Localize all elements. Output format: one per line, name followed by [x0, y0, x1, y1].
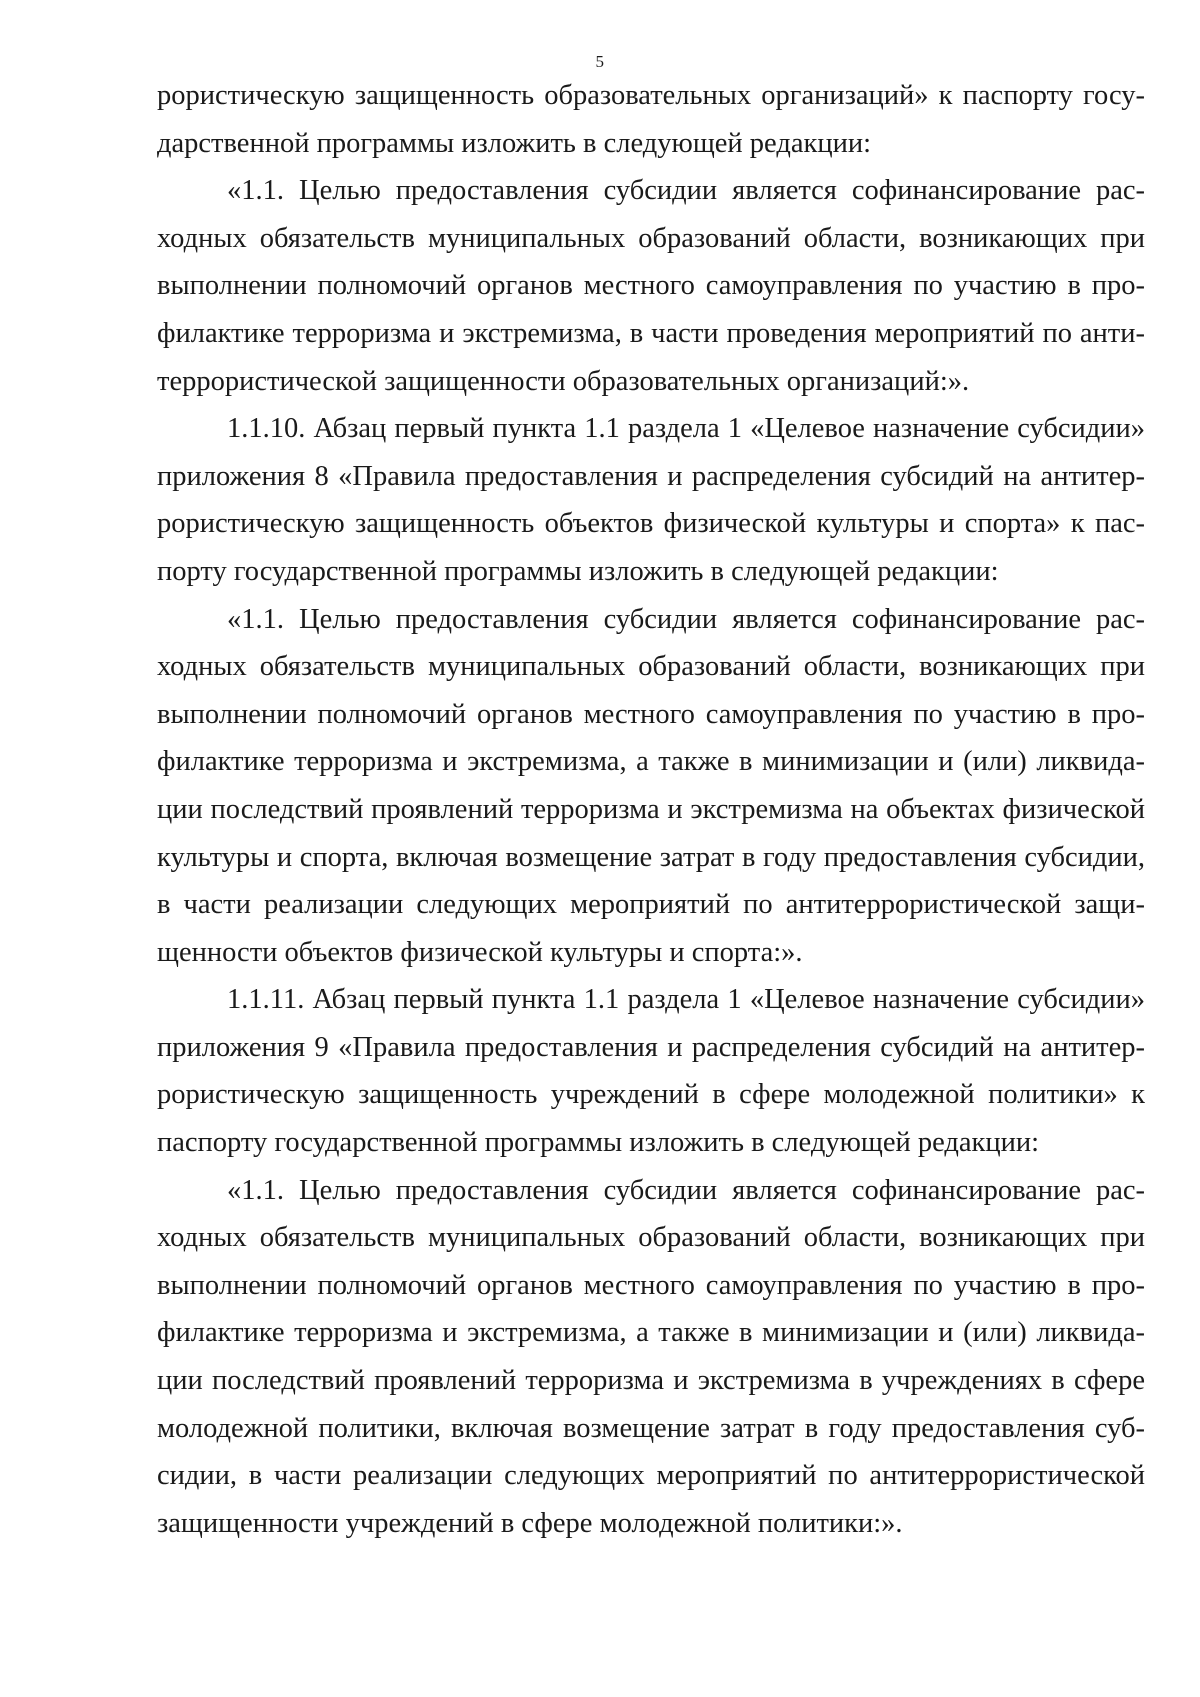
- text-line: щенности объектов физической культуры и спорта:».: [157, 936, 803, 968]
- text-line: порту государственной программы изложить в следующей редакции:: [157, 555, 999, 587]
- text-line: выполнении полномочий органов местного самоуправления по участию в про-: [157, 270, 1145, 302]
- text-line: ходных обязательств муниципальных образований области, возникающих при: [157, 222, 1145, 254]
- text-line: молодежной политики, включая возмещение затрат в году предоставления суб-: [157, 1412, 1145, 1444]
- document-body: [157, 72, 1145, 1547]
- paragraph-continuation: [157, 72, 1145, 167]
- text-line: дарственной программы изложить в следующей редакции:: [157, 127, 871, 159]
- text-line: филактике терроризма и экстремизма, а также в минимизации и (или) ликвида-: [157, 746, 1145, 778]
- text-line: «1.1. Целью предоставления субсидии является софинансирование рас-: [227, 603, 1145, 635]
- paragraph-1-1-11: [157, 976, 1145, 1166]
- paragraph-1-1-10: [157, 405, 1145, 595]
- text-line: ходных обязательств муниципальных образований области, возникающих при: [157, 651, 1145, 683]
- text-line: филактике терроризма и экстремизма, в части проведения мероприятий по анти-: [157, 317, 1145, 349]
- text-line: 1.1.10. Абзац первый пункта 1.1 раздела 1 «Целевое назначение субсидии»: [227, 413, 1145, 445]
- text-line: рористическую защищенность образовательных организаций» к паспорту госу-: [157, 80, 1145, 111]
- text-line: сидии, в части реализации следующих мероприятий по антитеррористической: [157, 1460, 1145, 1492]
- text-line: «1.1. Целью предоставления субсидии является софинансирование рас-: [227, 175, 1145, 207]
- page-number: 5: [595, 52, 605, 71]
- text-line: приложения 9 «Правила предоставления и распределения субсидий на антитер-: [157, 1031, 1145, 1063]
- text-line: «1.1. Целью предоставления субсидии является софинансирование рас-: [227, 1174, 1145, 1206]
- text-line: выполнении полномочий органов местного самоуправления по участию в про-: [157, 698, 1145, 730]
- text-line: приложения 8 «Правила предоставления и распределения субсидий на антитер-: [157, 460, 1145, 492]
- text-line: паспорту государственной программы изложить в следующей редакции:: [157, 1127, 1040, 1159]
- text-line: ции последствий проявлений терроризма и экстремизма на объектах физической: [157, 793, 1145, 825]
- text-line: рористическую защищенность объектов физической культуры и спорта» к пас-: [157, 508, 1145, 540]
- text-line: террористической защищенности образовательных организаций:».: [157, 365, 970, 397]
- paragraph-quote-1-1-sport: [157, 596, 1145, 977]
- text-line: культуры и спорта, включая возмещение затрат в году предоставления субсидии,: [157, 841, 1145, 873]
- paragraph-quote-1-1-education: [157, 167, 1145, 405]
- paragraph-quote-1-1-youth: [157, 1167, 1145, 1548]
- text-line: филактике терроризма и экстремизма, а также в минимизации и (или) ликвида-: [157, 1317, 1145, 1349]
- text-line: в части реализации следующих мероприятий по антитеррористической защи-: [157, 889, 1145, 921]
- text-line: ходных обязательств муниципальных образований области, возникающих при: [157, 1222, 1145, 1254]
- text-line: ции последствий проявлений терроризма и экстремизма в учреждениях в сфере: [157, 1365, 1145, 1397]
- text-line: защищенности учреждений в сфере молодежной политики:».: [157, 1507, 903, 1539]
- text-line: рористическую защищенность учреждений в сфере молодежной политики» к: [157, 1079, 1145, 1111]
- text-line: 1.1.11. Абзац первый пункта 1.1 раздела 1 «Целевое назначение субсидии»: [227, 984, 1145, 1016]
- text-line: выполнении полномочий органов местного самоуправления по участию в про-: [157, 1269, 1145, 1301]
